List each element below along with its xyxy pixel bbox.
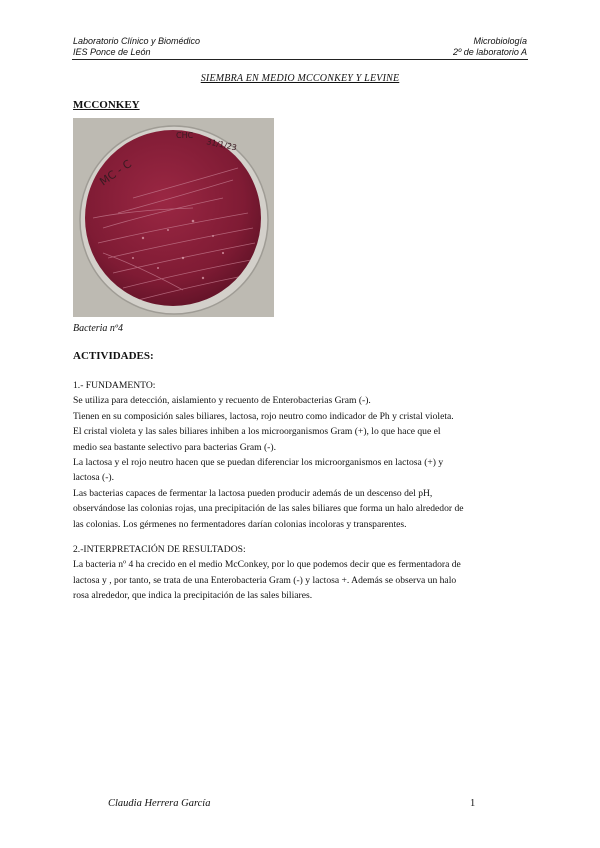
paragraph-line: lactosa (-). [73,472,115,484]
interpretacion-heading: 2.-INTERPRETACIÓN DE RESULTADOS: [73,544,246,555]
paragraph-line: Las bacterias capaces de fermentar la lactosa pueden producir además de un descenso del pH, [73,487,433,499]
petri-dish-photo [73,118,274,317]
paragraph-line: La lactosa y el rojo neutro hacen que se puedan diferenciar los microorganismos en lactosa (+) y [73,457,444,469]
photo-caption: Bacteria nº4 [73,323,124,334]
paragraph-line: observándose las colonias rojas, una precipitación de las sales biliares que forma un halo alrededor de [73,503,464,515]
page-number: 1 [470,798,476,809]
paragraph-line: las colonias. Los gérmenes no fermentadores darían colonias incoloras y transparentes. [73,518,407,530]
plate-code: CHC [176,131,194,140]
header-divider [72,59,528,60]
paragraph-line: Se utiliza para detección, aislamiento y recuento de Enterobacterias Gram (-). [73,395,371,407]
paragraph-line: Tienen en su composición sales biliares, lactosa, rojo neutro como indicador de Ph y cristal violeta. [73,410,454,422]
document-title: SIEMBRA EN MEDIO MCCONKEY Y LEVINE [200,73,400,84]
header-course: 2º de laboratorio A [453,47,527,57]
header-subject: Microbiología [473,36,527,46]
paragraph-line: El cristal violeta y las sales biliares inhiben a los microorganismos Gram (+), lo que hace que el [73,426,441,438]
paragraph-line: rosa alrededor, que indica la precipitación de las sales biliares. [73,590,313,602]
header-school: IES Ponce de León [73,47,151,57]
plate-label: MC - C [97,157,135,189]
paragraph-line: medio sea bastante selectivo para bacterias Gram (-). [73,441,276,453]
fundamento-heading: 1.- FUNDAMENTO: [73,380,156,391]
plate-date: 31/1/23 [205,137,238,153]
header-right [453,36,527,58]
petri-dish-illustration [73,118,274,317]
header-left [73,36,200,58]
paragraph-line: La bacteria nº 4 ha crecido en el medio McConkey, por lo que podemos decir que es fermentadora de [73,559,461,571]
footer-author: Claudia Herrera García [108,798,211,809]
header-lab-name: Laboratorio Clínico y Biomédico [73,36,201,46]
interpretacion-section [73,542,533,604]
agar-medium [85,130,261,306]
fundamento-section [73,378,533,532]
section-heading: MCCONKEY [73,99,140,111]
activities-heading: ACTIVIDADES: [73,350,154,362]
paragraph-line: lactosa y , por tanto, se trata de una Enterobacteria Gram (-) y lactosa +. Además se observa un halo [73,574,457,586]
